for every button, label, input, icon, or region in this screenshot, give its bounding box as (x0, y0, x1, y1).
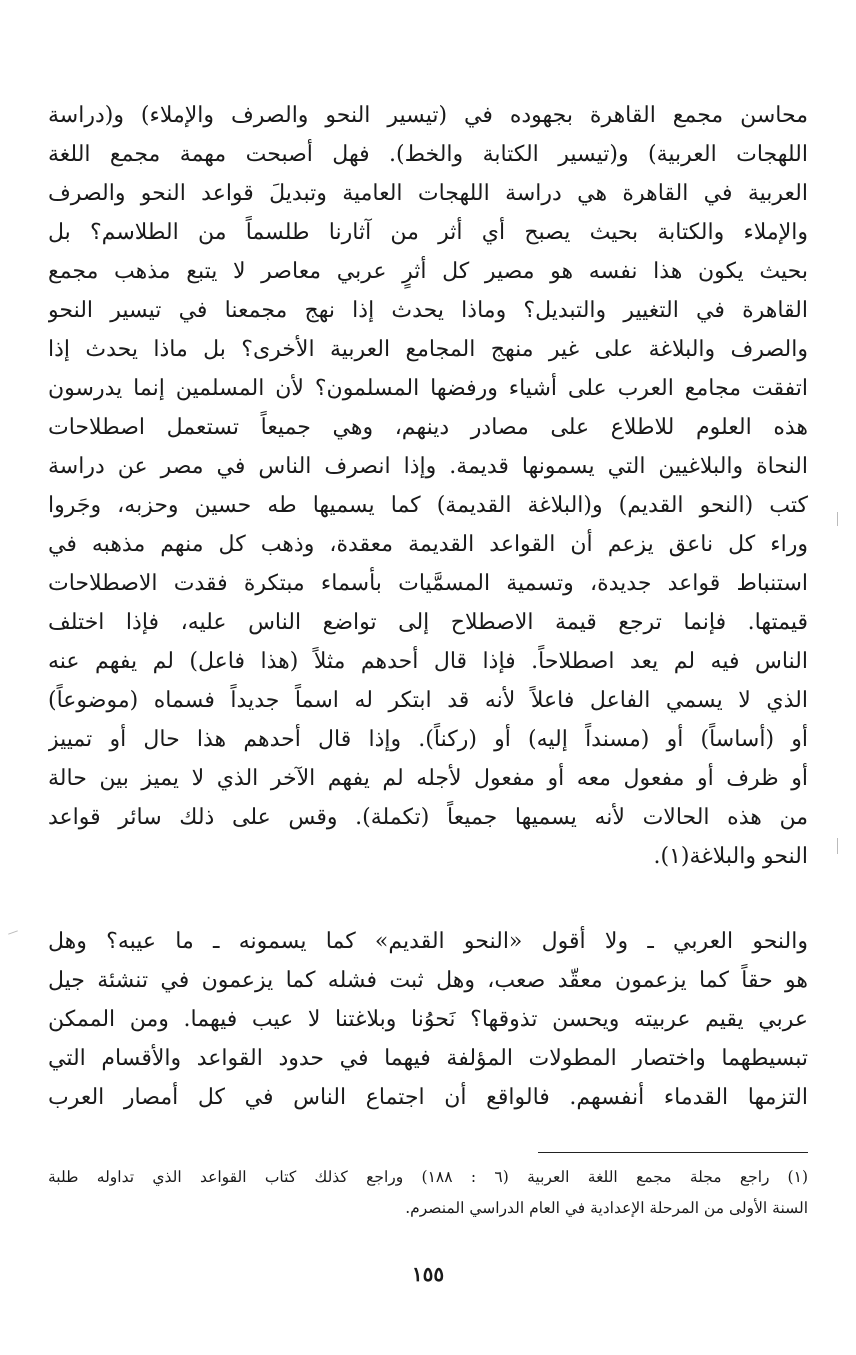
text-line: القاهرة في التغيير والتبديل؟ وماذا يحدث إذا نهج مجمعنا في تيسير النحو (48, 298, 808, 323)
footnote-line-1 (48, 1162, 808, 1193)
text-line: تبسيطهما واختصار المطولات المؤلفة فيهما في حدود القواعد والأقسام التي (48, 1046, 808, 1071)
text-line: عربي يقيم عربيته ويحسن تذوقها؟ نَحوُنا وبلاغتنا لا عيب فيهما. ومن الممكن (48, 1007, 808, 1032)
text-line: اللهجات العربية) و(تيسير الكتابة والخط). فهل أصبحت مهمة مجمع اللغة (48, 142, 808, 167)
text-line: التزمها القدماء أنفسهم. فالواقع أن اجتماع الناس في كل أمصار العرب (48, 1085, 808, 1110)
paragraph-1 (48, 96, 808, 876)
footnote-text: راجع مجلة مجمع اللغة العربية (٦ : ١٨٨) وراجع كذلك كتاب القواعد الذي تداوله طلبة (48, 1168, 770, 1186)
page-number: ١٥٥ (411, 1262, 445, 1286)
text-line: قيمتها. فإنما ترجع قيمة الاصطلاح إلى تواضع الناس عليه، فإذا اختلف (48, 610, 808, 635)
footnote-divider (538, 1152, 808, 1153)
text-line: أو (أساساً) أو (مسنداً إليه) أو (ركناً). وإذا قال أحدهم هذا حال أو تمييز (48, 727, 808, 752)
margin-scan-mark (8, 930, 18, 934)
text-line: النحاة والبلاغيين التي يسمونها قديمة. وإذا انصرف الناس في مصر عن دراسة (48, 454, 808, 479)
text-line: الناس فيه لم يعد اصطلاحاً. فإذا قال أحدهم مثلاً (هذا فاعل) لم يفهم عنه (48, 649, 808, 674)
text-line: اتفقت مجامع العرب على أشياء ورفضها المسلمون؟ لأن المسلمين إنما يدرسون (48, 376, 808, 401)
footnote-marker: (١) (787, 1168, 808, 1186)
margin-scan-mark (837, 838, 838, 854)
margin-scan-mark (837, 512, 838, 526)
text-line: كتب (النحو القديم) و(البلاغة القديمة) كما يسميها طه حسين وحزبه، وجَروا (48, 493, 808, 518)
text-line: من هذه الحالات لأنه يسميها جميعاً (تكملة). وقس على ذلك سائر قواعد (48, 805, 808, 830)
text-line: والصرف والبلاغة على غير منهج المجامع العربية الأخرى؟ بل ماذا يحدث إذا (48, 337, 808, 362)
text-line: العربية في القاهرة هي دراسة اللهجات العامية وتبديلَ قواعد النحو والصرف (48, 181, 808, 206)
text-line: هذه العلوم للاطلاع على مصادر دينهم، وهي جميعاً تستعمل اصطلاحات (48, 415, 808, 440)
text-line: الذي لا يسمي الفاعل فاعلاً لأنه قد ابتكر له اسماً جديداً فسماه (موضوعاً) (48, 688, 808, 713)
text-line: بحيث يكون هذا نفسه هو مصير كل أثرٍ عربي معاصر لا يتبع مذهب مجمع (48, 259, 808, 284)
footnote (48, 1162, 808, 1224)
text-line: أو ظرف أو مفعول معه أو مفعول لأجله لم يفهم الآخر الذي لا يميز بين حالة (48, 766, 808, 791)
footnote-line-2: السنة الأولى من المرحلة الإعدادية في العام الدراسي المنصرم. (405, 1199, 808, 1217)
text-line: هو حقاً كما يزعمون معقّد صعب، وهل ثبت فشله كما يزعمون في تنشئة جيل (48, 968, 808, 993)
text-line: محاسن مجمع القاهرة بجهوده في (تيسير النحو والصرف والإملاء) و(دراسة (48, 103, 808, 128)
text-line: وراء كل ناعق يزعم أن القواعد القديمة معقدة، وذهب كل منهم مذهبه في (48, 532, 808, 557)
text-line: والإملاء والكتابة بحيث يصبح أي أثر من آثارنا طلسماً من الطلاسم؟ بل (48, 220, 808, 245)
text-line: النحو والبلاغة(١). (653, 844, 808, 869)
paragraph-2 (48, 922, 808, 1117)
text-line: استنباط قواعد جديدة، وتسمية المسمَّيات بأسماء مبتكرة فقدت الاصطلاحات (48, 571, 808, 596)
text-line: والنحو العربي ـ ولا أقول «النحو القديم» كما يسمونه ـ ما عيبه؟ وهل (48, 929, 808, 954)
